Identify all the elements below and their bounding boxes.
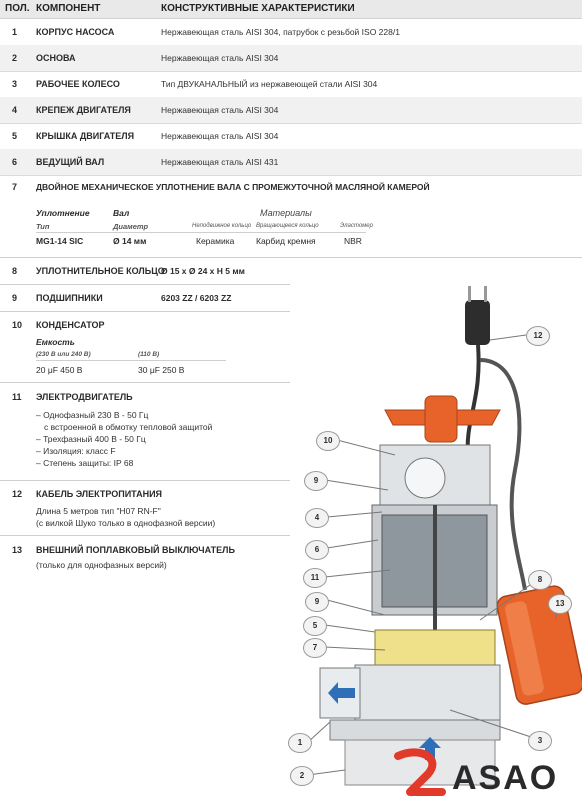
callout-1: 1 xyxy=(288,733,312,753)
callout-6: 6 xyxy=(305,540,329,560)
header-pos: ПОЛ. xyxy=(5,3,30,14)
callout-12: 12 xyxy=(526,326,550,346)
pump-casing xyxy=(355,665,500,720)
table-row: 3 РАБОЧЕЕ КОЛЕСО Тип ДВУКАНАЛЬНЫЙ из нержавеющей стали AISI 304 xyxy=(0,71,582,98)
callout-4: 4 xyxy=(305,508,329,528)
component-desc: Нержавеющая сталь AISI 304 xyxy=(161,53,279,63)
callout-3: 3 xyxy=(528,731,552,751)
callout-9-top: 9 xyxy=(304,471,328,491)
component-desc: Тип ДВУКАНАЛЬНЫЙ из нержавеющей стали AISI 304 xyxy=(161,79,378,89)
component-name: КРЕПЕЖ ДВИГАТЕЛЯ xyxy=(36,105,131,115)
float-section: 13 ВНЕШНИЙ ПОПЛАВКОВЫЙ ВЫКЛЮЧАТЕЛЬ (только для однофазных версий) xyxy=(12,545,235,570)
base xyxy=(330,720,500,740)
callout-9-bottom: 9 xyxy=(305,592,329,612)
callout-7: 7 xyxy=(303,638,327,658)
component-desc: Нержавеющая сталь AISI 304 xyxy=(161,105,279,115)
callout-8: 8 xyxy=(528,570,552,590)
table-row: 2 ОСНОВА Нержавеющая сталь AISI 304 xyxy=(0,45,582,72)
table-row: 5 КРЫШКА ДВИГАТЕЛЯ Нержавеющая сталь AISI 304 xyxy=(0,123,582,150)
component-name: ОСНОВА xyxy=(36,53,76,63)
logo-text: ASAO xyxy=(452,759,559,797)
table-row: 1 КОРПУС НАСОСА Нержавеющая сталь AISI 304, патрубок с резьбой ISO 228/1 xyxy=(0,19,582,46)
component-name: ВЕДУЩИЙ ВАЛ xyxy=(36,157,105,167)
component-name: РАБОЧЕЕ КОЛЕСО xyxy=(36,79,120,89)
callout-13: 13 xyxy=(548,594,572,614)
ring-section: 8 УПЛОТНИТЕЛЬНОЕ КОЛЬЦО Ø 15 x Ø 24 x H 5 мм xyxy=(12,266,245,276)
header-component: КОМПОНЕНТ xyxy=(36,3,101,14)
table-row: 4 КРЕПЕЖ ДВИГАТЕЛЯ Нержавеющая сталь AISI 304 xyxy=(0,97,582,124)
callout-2: 2 xyxy=(290,766,314,786)
callout-11: 11 xyxy=(303,568,327,588)
component-desc: Нержавеющая сталь AISI 431 xyxy=(161,157,279,167)
component-desc: Нержавеющая сталь AISI 304, патрубок с резьбой ISO 228/1 xyxy=(161,27,400,37)
component-name: КРЫШКА ДВИГАТЕЛЯ xyxy=(36,131,135,141)
schuko-plug xyxy=(465,300,490,345)
table-row: 6 ВЕДУЩИЙ ВАЛ Нержавеющая сталь AISI 431 xyxy=(0,149,582,176)
header-specs: КОНСТРУКТИВНЫЕ ХАРАКТЕРИСТИКИ xyxy=(161,3,355,14)
component-desc: Нержавеющая сталь AISI 304 xyxy=(161,131,279,141)
capacitor-section: 10 КОНДЕНСАТОР Емкость (230 В или 240 В) (110 В) 20 μF 450 В 30 μF 250 В xyxy=(0,320,300,380)
motor-section: 11 ЭЛЕКТРОДВИГАТЕЛЬ – Однофазный 230 В - 50 Гц с встроенной в обмотку тепловой защитой – Трехфазный 400 В - 50 Гц – Изоляция: класс F – Степень защиты: IP 68 xyxy=(12,392,213,468)
seal-section: 7 ДВОЙНОЕ МЕХАНИЧЕСКОЕ УПЛОТНЕНИЕ ВАЛА С ПРОМЕЖУТОЧНОЙ МАСЛЯНОЙ КАМЕРОЙ Уплотнение Вал Материалы Тип Диаметр Неподвижное кольцо Вращающееся кольцо Эластомер MG1-14 SIC Ø 14 мм Керамика Карбид кремня NBR xyxy=(12,182,430,246)
callout-10: 10 xyxy=(316,431,340,451)
cable-section: 12 КАБЕЛЬ ЭЛЕКТРОПИТАНИЯ Длина 5 метров тип "H07 RN-F" (с вилкой Шуко только в однофазной версии) xyxy=(12,489,216,528)
bearings-section: 9 ПОДШИПНИКИ 6203 ZZ / 6203 ZZ xyxy=(12,293,232,303)
component-name: КОРПУС НАСОСА xyxy=(36,27,115,37)
seal-title: ДВОЙНОЕ МЕХАНИЧЕСКОЕ УПЛОТНЕНИЕ ВАЛА С ПРОМЕЖУТОЧНОЙ МАСЛЯНОЙ КАМЕРОЙ xyxy=(36,182,430,192)
callout-5: 5 xyxy=(303,616,327,636)
oil-chamber xyxy=(375,630,495,665)
logo-mark-icon xyxy=(390,748,450,798)
